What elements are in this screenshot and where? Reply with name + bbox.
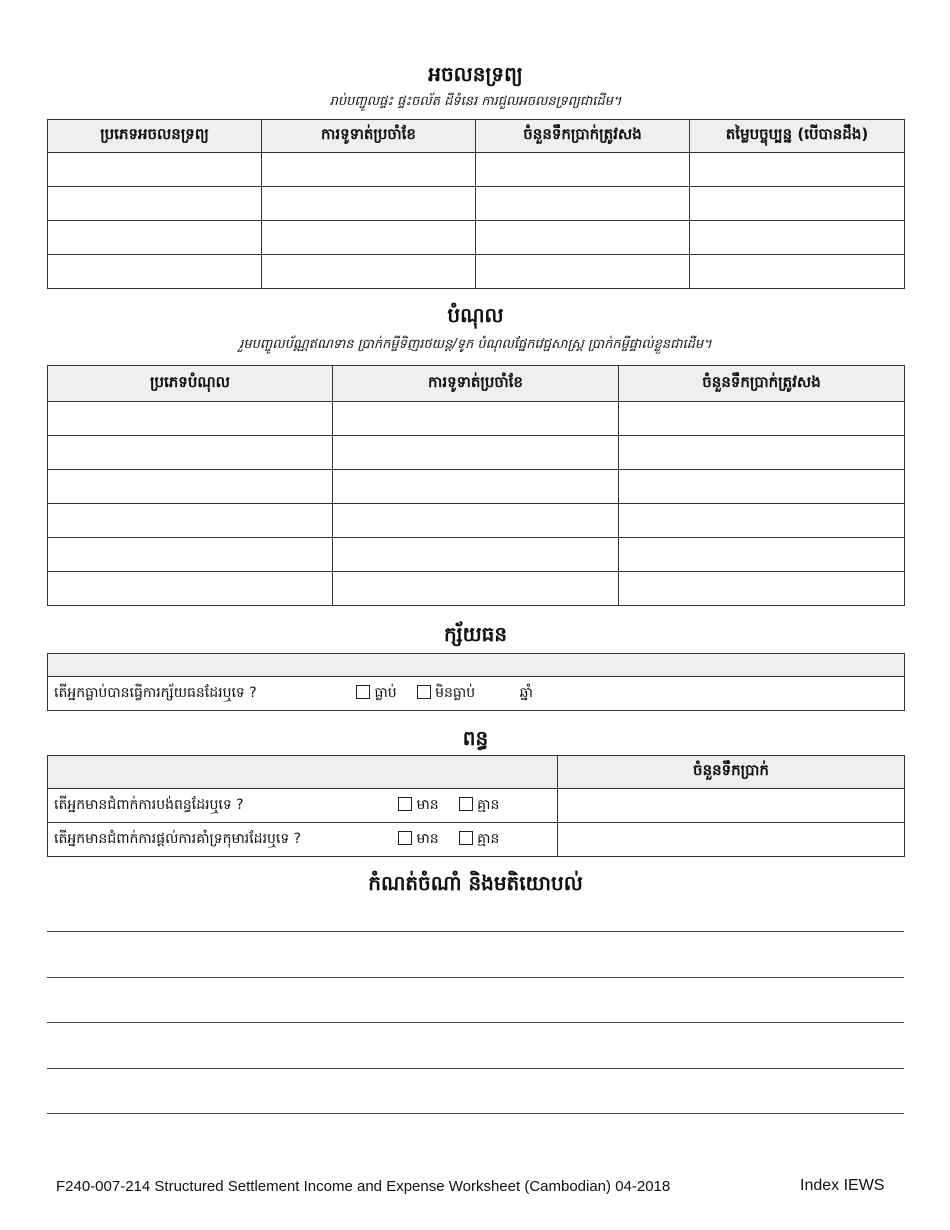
input-cell[interactable] <box>48 504 333 538</box>
child-support-question-cell <box>48 823 558 857</box>
checkbox-icon[interactable] <box>398 831 412 845</box>
taxes-row-tax <box>48 789 905 823</box>
header-blank <box>48 654 905 677</box>
opt-no-label: គ្មាន <box>477 797 500 813</box>
notes-line[interactable] <box>47 1113 904 1114</box>
opt-yes-label: ធ្លាប់ <box>374 685 397 701</box>
header-monthly-payment: ការទូទាត់ប្រចាំខែ <box>262 120 476 153</box>
input-cell[interactable] <box>690 255 905 289</box>
taxes-table <box>47 755 905 857</box>
checkbox-icon[interactable] <box>459 831 473 845</box>
opt-no-label: មិនធ្លាប់ <box>435 685 476 701</box>
input-cell[interactable] <box>476 153 690 187</box>
input-cell[interactable] <box>262 187 476 221</box>
form-id: F240-007-214 Structured Settlement Income and Expense Worksheet (Cambodian) 04-2018 <box>56 1178 671 1195</box>
table-row <box>48 436 905 470</box>
checkbox-icon[interactable] <box>459 797 473 811</box>
bankruptcy-question-row <box>48 677 905 711</box>
input-cell[interactable] <box>333 436 619 470</box>
header-debt-type: ប្រភេទបំណុល <box>48 366 333 402</box>
header-property-type: ប្រភេទអចលនទ្រព្យ <box>48 120 262 153</box>
real-property-title: អចលនទ្រព្យ <box>428 62 523 86</box>
debts-title: បំណុល <box>447 303 504 327</box>
input-cell[interactable] <box>48 538 333 572</box>
bankruptcy-yes-option[interactable] <box>356 683 396 704</box>
child-support-question: តើអ្នកមានជំពាក់ការផ្តល់ការគាំទ្រកុមារដែរឬទេ ? <box>54 831 302 847</box>
input-cell[interactable] <box>333 572 619 606</box>
bankruptcy-title: ក្ស័យធន <box>443 622 508 646</box>
notes-line[interactable] <box>47 1022 904 1023</box>
input-cell[interactable] <box>619 436 905 470</box>
input-cell[interactable] <box>48 470 333 504</box>
input-cell[interactable] <box>619 470 905 504</box>
tax-amount-input[interactable] <box>558 789 905 823</box>
table-row <box>48 221 905 255</box>
bankruptcy-question: តើអ្នកធ្លាប់បានធ្វើការក្ស័យធនដែរឬទេ ? <box>54 685 257 701</box>
input-cell[interactable] <box>48 572 333 606</box>
input-cell[interactable] <box>690 221 905 255</box>
input-cell[interactable] <box>48 187 262 221</box>
notes-line[interactable] <box>47 977 904 978</box>
input-cell[interactable] <box>48 402 333 436</box>
opt-no-label: គ្មាន <box>477 831 500 847</box>
input-cell[interactable] <box>48 221 262 255</box>
input-cell[interactable] <box>262 153 476 187</box>
table-row <box>48 470 905 504</box>
checkbox-icon[interactable] <box>417 685 431 699</box>
bankruptcy-no-option[interactable] <box>417 683 475 704</box>
debts-header-row <box>48 366 905 402</box>
header-blank <box>48 756 558 789</box>
header-monthly-payment: ការទូទាត់ប្រចាំខែ <box>333 366 619 402</box>
input-cell[interactable] <box>48 436 333 470</box>
checkbox-icon[interactable] <box>356 685 370 699</box>
input-cell[interactable] <box>262 221 476 255</box>
header-amount-owed: ចំនួនទឹកប្រាក់ត្រូវសង <box>476 120 690 153</box>
debts-subtitle: រួមបញ្ចូលប័ណ្ណឥណទាន ប្រាក់កម្ចីទិញរថយន្ត/ទូក បំណុលផ្នែកវេជ្ជសាស្ត្រ ប្រាក់កម្ចីផ្ទាល់ខ្លួនជាដើម។ <box>239 337 712 352</box>
notes-title: កំណត់ចំណាំ និងមតិយោបល់ <box>368 871 583 895</box>
input-cell[interactable] <box>333 470 619 504</box>
real-property-header-row <box>48 120 905 153</box>
tax-no-option[interactable] <box>459 795 499 816</box>
input-cell[interactable] <box>333 504 619 538</box>
input-cell[interactable] <box>333 538 619 572</box>
tax-yes-option[interactable] <box>398 795 438 816</box>
opt-yes-label: មាន <box>416 831 439 847</box>
input-cell[interactable] <box>690 187 905 221</box>
taxes-row-child-support <box>48 823 905 857</box>
bankruptcy-year-label: ឆ្នាំ <box>519 685 533 701</box>
bankruptcy-table <box>47 653 905 711</box>
tax-question-cell <box>48 789 558 823</box>
table-row <box>48 187 905 221</box>
taxes-title: ពន្ធ <box>462 726 489 750</box>
table-row <box>48 538 905 572</box>
child-support-amount-input[interactable] <box>558 823 905 857</box>
taxes-header-row <box>48 756 905 789</box>
child-support-no-option[interactable] <box>459 829 499 850</box>
notes-line[interactable] <box>47 1068 904 1069</box>
tax-question: តើអ្នកមានជំពាក់ការបង់ពន្ធដែរឬទេ ? <box>54 797 244 813</box>
input-cell[interactable] <box>476 221 690 255</box>
input-cell[interactable] <box>619 402 905 436</box>
header-amount-owed: ចំនួនទឹកប្រាក់ត្រូវសង <box>619 366 905 402</box>
real-property-table <box>47 119 905 289</box>
table-row <box>48 255 905 289</box>
input-cell[interactable] <box>690 153 905 187</box>
input-cell[interactable] <box>476 255 690 289</box>
table-row <box>48 504 905 538</box>
input-cell[interactable] <box>619 538 905 572</box>
bankruptcy-header-row <box>48 654 905 677</box>
debts-table <box>47 365 905 606</box>
table-row <box>48 572 905 606</box>
table-row <box>48 153 905 187</box>
header-current-value: តម្លៃបច្ចុប្បន្ន (បើបានដឹង) <box>690 120 905 153</box>
input-cell[interactable] <box>48 255 262 289</box>
input-cell[interactable] <box>48 153 262 187</box>
index-label: Index IEWS <box>800 1177 885 1194</box>
notes-line[interactable] <box>47 931 904 932</box>
checkbox-icon[interactable] <box>398 797 412 811</box>
input-cell[interactable] <box>619 504 905 538</box>
opt-yes-label: មាន <box>416 797 439 813</box>
input-cell[interactable] <box>333 402 619 436</box>
real-property-subtitle: រាប់បញ្ចូលផ្ទះ ផ្ទះចល័ត ដីទំនេរ ការជួលអចលនទ្រព្យជាដើម។ <box>329 94 622 109</box>
input-cell[interactable] <box>476 187 690 221</box>
header-amount: ចំនួនទឹកប្រាក់ <box>558 756 905 789</box>
input-cell[interactable] <box>619 572 905 606</box>
input-cell[interactable] <box>262 255 476 289</box>
table-row <box>48 402 905 436</box>
child-support-yes-option[interactable] <box>398 829 438 850</box>
bankruptcy-question-cell <box>48 677 905 711</box>
